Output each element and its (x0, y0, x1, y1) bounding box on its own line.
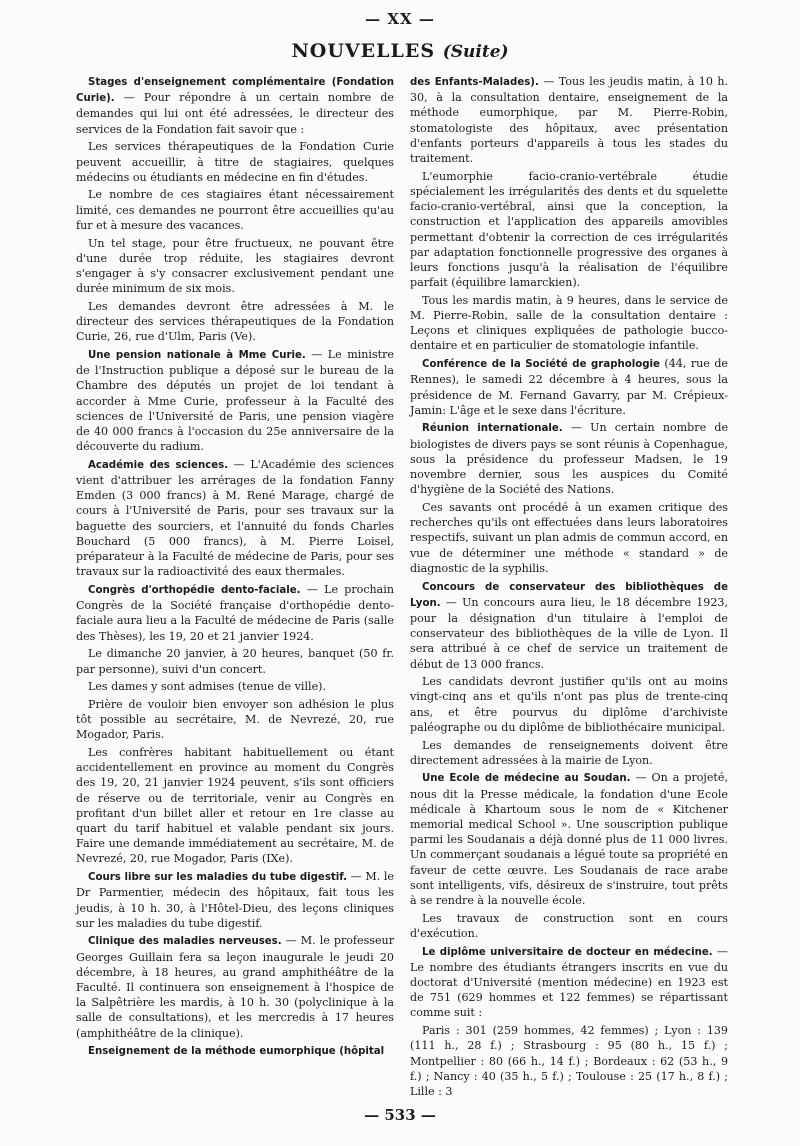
news-paragraph (76, 869, 394, 931)
news-heading: Stages d'enseignement complémentaire (Fondation Curie). (76, 77, 394, 105)
news-text: L'eumorphie facio-cranio-vertébrale étudie spécialement les irrégularités des dents et du squelette facio-cranio-vertébral, ainsi que la conception, la construction et l'application des appareils amovibles permettant d'obtenir la correction de ces irrégularités par adaptation fonctionnelle progressive des organes à leurs fonctions jusqu'à la réalisation de l'équilibre parfait (équilibre lamarckien). (410, 169, 728, 290)
section-title (0, 40, 800, 62)
news-text: Le nombre de ces stagiaires étant nécessairement limité, ces demandes ne pourront être accueillies qu'au fur et à mesure des vacances. (76, 188, 394, 232)
news-paragraph (410, 674, 728, 735)
news-paragraph (76, 697, 394, 743)
news-text: Un tel stage, pour être fructueux, ne pouvant être d'une durée trop réduite, les stagiaires devront s'engager à s'y consacrer exclusivement pendant une durée minimum de six mois. (76, 236, 394, 296)
section-title-text: NOUVELLES (291, 40, 436, 62)
news-text: Les travaux de construction sont en cours d'exécution. (410, 911, 728, 940)
news-heading: Conférence de la Société de graphologie (422, 359, 660, 371)
news-heading: Le diplôme universitaire de docteur en médecine. (422, 946, 713, 958)
news-heading: Réunion internationale. (422, 423, 563, 435)
news-heading: Cours libre sur les maladies du tube digestif. (88, 872, 348, 884)
news-paragraph (76, 457, 394, 580)
news-text: — On a projeté, nous dit la Presse médicale, la fondation d'une Ecole médicale à Khartoum sous le nom de « Kitchener memorial medical School ». Une souscription publique parmi les Soudanais a déjà donné plus de 11 000 livres. Un commerçant soudanais a légué toute sa propriété en faveur de cette œuvre. Les Soudanais de race arabe sont intelligents, vifs, désireux de s'instruire, tout prêts à se rendre à la nouvelle école. (410, 771, 728, 908)
news-text: Les confrères habitant habituellement ou étant accidentellement en province au moment du Congrès des 19, 20, 21 janvier 1924 peuvent, s'ils sont officiers de réserve ou de territoriale, venir au Congrès en profitant d'un billet aller et retour en 1re classe au quart du tarif habituel et valable pendant six jours. Faire une demande immédiatement au secrétaire, M. de Nevrezé, 20, rue Mogador, Paris (IXe). (76, 746, 394, 866)
news-paragraph (76, 745, 394, 867)
news-text: Les services thérapeutiques de la Fondation Curie peuvent accueillir, à titre de stagiaires, quelques médecins ou étudiants en médecine en fin d'études. (76, 140, 394, 184)
news-heading: Concours de conservateur des bibliothèques de Lyon. (410, 581, 728, 609)
news-text: Le dimanche 20 janvier, à 20 heures, banquet (50 fr. par personne), suivi d'un concert. (76, 647, 394, 676)
news-heading: Clinique des maladies nerveuses. (88, 936, 282, 948)
left-column (76, 74, 394, 1062)
news-heading: Congrès d'orthopédie dento-faciale. (88, 585, 301, 596)
news-paragraph (410, 500, 728, 576)
news-heading: Une Ecole de médecine au Soudan. (422, 773, 631, 785)
news-text: Ces savants ont procédé à un examen critique des recherches qu'ils ont effectuées dans leurs laboratoires respectifs, suivant un plan admis de commun accord, en vue de déterminer une méthode « standard » de diagnostic de la syphilis. (410, 500, 728, 575)
news-paragraph (410, 579, 728, 672)
section-subtitle: (Suite) (442, 42, 509, 62)
news-paragraph (410, 1023, 728, 1099)
news-paragraph (76, 646, 394, 676)
news-paragraph (76, 933, 394, 1040)
news-paragraph (410, 738, 728, 768)
news-paragraph (76, 299, 394, 345)
news-text: — Le nombre des étudiants étrangers inscrits en vue du doctorat d'Université (mention médecine) en 1923 est de 751 (629 hommes et 122 femmes) se répartissant comme suit : (410, 944, 728, 1020)
news-text: — Tous les jeudis matin, à 10 h. 30, à la consultation dentaire, enseignement de la méthode eumorphique, par M. Pierre-Robin, stomatologiste des hôpitaux, avec présentation d'enfants porteurs d'appareils à tous les stades du traitement. (410, 75, 728, 166)
news-heading: des Enfants-Malades). (410, 77, 539, 88)
news-text: Les candidats devront justifier qu'ils ont au moins vingt-cinq ans et qu'ils n'ont pas plus de trente-cinq ans, et être pourvus du diplôme d'archiviste paléographe ou du diplôme de bibliothécaire municipal. (410, 675, 728, 734)
news-paragraph (410, 770, 728, 908)
news-text: — L'Académie des sciences vient d'attribuer les arrérages de la fondation Fanny Emden (3 000 francs) à M. René Marage, chargé de cours à l'Université de Paris, pour ses travaux sur la baguette des sourciers, et l'annuité du fonds Charles Bouchard (5 000 francs), à M. Pierre Loisel, préparateur à la Faculté de médecine de Paris, pour ses travaux sur la radioactivité des eaux thermales. (76, 457, 394, 579)
news-paragraph (76, 74, 394, 137)
page-roman-numeral: — XX — (365, 10, 435, 28)
right-column (410, 74, 728, 1102)
news-paragraph (410, 169, 728, 291)
news-heading: Une pension nationale à Mme Curie. (88, 349, 306, 361)
news-text: — Le ministre de l'Instruction publique a déposé sur le bureau de la Chambre des députés un projet de loi tendant à accorder à Mme Curie, professeur à la Faculté des sciences de l'Université de Paris, une pension viagère de 40 000 francs à l'occasion du 25e anniversaire de la découverte du radium. (76, 347, 394, 454)
news-text: Prière de vouloir bien envoyer son adhésion le plus tôt possible au secrétaire, M. de Nevrezé, 20, rue Mogador, Paris. (76, 697, 394, 742)
news-text: — Un certain nombre de biologistes de divers pays se sont réunis à Copenhague, sous la présidence du professeur Madsen, le 19 novembre dernier, sous les auspices du Comité d'hygiène de la Société des Nations. (410, 421, 729, 497)
news-text: Les dames y sont admises (tenue de ville). (88, 680, 326, 694)
news-text: — Pour répondre à un certain nombre de demandes qui lui ont été adressées, le directeur des services de la Fondation fait savoir que : (76, 91, 394, 136)
news-paragraph (76, 1043, 394, 1059)
news-paragraph (76, 582, 394, 644)
news-paragraph (410, 420, 728, 497)
news-paragraph (76, 236, 394, 297)
news-text: Tous les mardis matin, à 9 heures, dans le service de M. Pierre-Robin, salle de la consultation dentaire : Leçons et cliniques expliquées de pathologie bucco-dentaire et en particulier de stomatologie infantile. (410, 293, 728, 353)
news-text: — Un concours aura lieu, le 18 décembre 1923, pour la désignation d'un titulaire à l'emploi de conservateur des bibliothèques de la ville de Lyon. Il sera attribué à ce chef de service un traitement de début de 13 000 francs. (410, 595, 728, 671)
news-heading: Académie des sciences. (88, 459, 229, 471)
news-heading: Enseignement de la méthode eumorphique (hôpital (88, 1046, 385, 1058)
news-paragraph (410, 944, 728, 1021)
news-paragraph (76, 347, 394, 454)
news-text: Les demandes de renseignements doivent être directement adressées à la mairie de Lyon. (410, 738, 728, 767)
news-text: — M. le professeur Georges Guillain fera sa leçon inaugurale le jeudi 20 décembre, à 18 heures, au grand amphithéâtre de la Faculté. Il continuera son enseignement à l'hospice de la Salpêtrière les mardis, à 10 h. 30 (polyclinique à la salle de consultations), et les mercredis à 17 heures (amphithéâtre de la clinique). (76, 934, 394, 1040)
news-text: Paris : 301 (259 hommes, 42 femmes) ; Lyon : 139 (111 h., 28 f.) ; Strasbourg : 95 (80 h., 15 f.) ; Montpellier : 80 (66 h., 14 f.) ; Bordeaux : 62 (53 h., 9 f.) ; Nancy : 40 (35 h., 5 f.) ; Toulouse : 25 (17 h., 8 f.) ; Lille : 3 (410, 1024, 728, 1098)
news-paragraph (76, 139, 394, 185)
news-text: — M. le Dr Parmentier, médecin des hôpitaux, fait tous les jeudis, à 10 h. 30, à l'Hôtel-Dieu, des leçons cliniques sur les maladies du tube digestif. (76, 870, 394, 930)
news-paragraph (76, 187, 394, 233)
news-paragraph (410, 74, 728, 166)
page-number: — 533 — (364, 1106, 436, 1124)
news-text: — Le prochain Congrès de la Société française d'orthopédie dento-faciale aura lieu a la Faculté de médecine de Paris (salle des Thèses), les 19, 20 et 21 janvier 1924. (76, 583, 394, 643)
news-text: (44, rue de Rennes), le samedi 22 décembre à 4 heures, sous la présidence de M. Fernand Gavarry, par M. Crépieux-Jamin: L'âge et le sexe dans l'écriture. (410, 357, 728, 417)
news-paragraph (410, 911, 728, 941)
news-paragraph (410, 356, 728, 418)
news-text: Les demandes devront être adressées à M. le directeur des services thérapeutiques de la Fondation Curie, 26, rue d'Ulm, Paris (Ve). (76, 299, 394, 344)
news-paragraph (76, 679, 394, 694)
news-paragraph (410, 293, 728, 354)
